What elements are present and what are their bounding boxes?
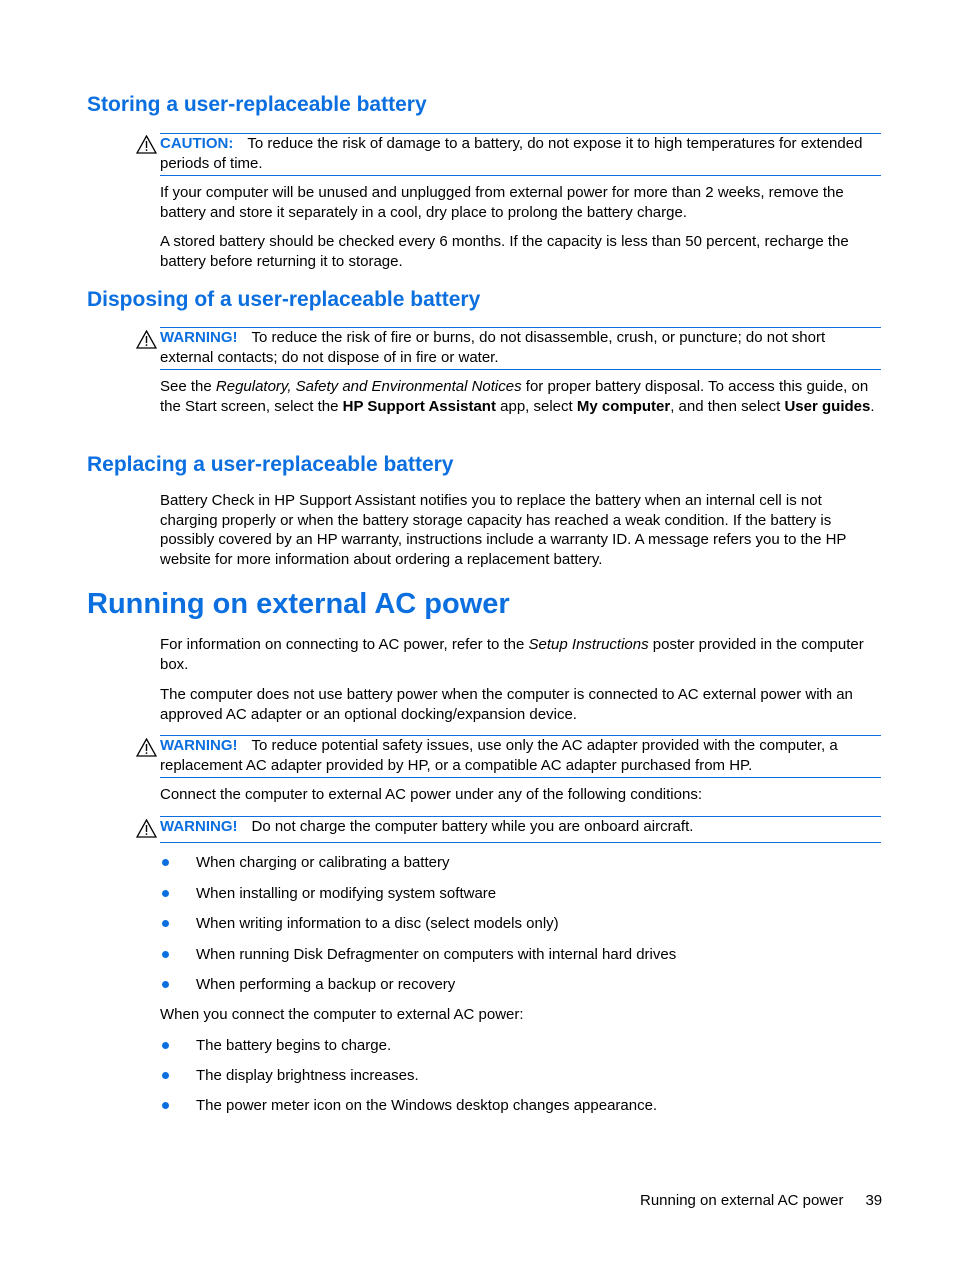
storing-paragraph-1: If your computer will be unused and unplugged from external power for more than 2 weeks, remove the battery and store it separately in a cool, dry place to prolong the battery charge.: [160, 184, 844, 221]
heading-disposing: Disposing of a user-replaceable battery: [87, 288, 481, 311]
warning-triangle-icon: [136, 330, 157, 349]
heading-storing: Storing a user-replaceable battery: [87, 93, 427, 116]
list-item: When performing a backup or recovery: [160, 975, 676, 994]
bullet-icon: [162, 1072, 169, 1079]
ac-paragraph-4: When you connect the computer to external AC power:: [160, 1006, 524, 1023]
warning-text: To reduce potential safety issues, use only the AC adapter provided with the computer, a replacement AC adapter provided by HP, or a compatible AC adapter purchased from HP.: [160, 737, 838, 774]
doc-title: Regulatory, Safety and Environmental Notices: [215, 378, 522, 395]
footer-section-title: Running on external AC power: [640, 1192, 844, 1209]
warning-triangle-icon: [136, 135, 157, 154]
warning-label: WARNING!: [160, 818, 238, 835]
bullet-icon: [162, 859, 169, 866]
list-item: The battery begins to charge.: [160, 1036, 657, 1055]
warning-label: WARNING!: [160, 329, 238, 346]
setup-doc-title: Setup Instructions: [528, 636, 649, 653]
effects-list: [160, 1036, 657, 1115]
ac-paragraph-2: The computer does not use battery power when the computer is connected to AC external power with an approved AC adapter or an optional docking/expansion device.: [160, 686, 853, 723]
warning-text: Do not charge the computer battery while you are onboard aircraft.: [251, 818, 694, 835]
disposing-paragraph: See the Regulatory, Safety and Environmental Notices for proper battery disposal. To access this guide, on the Start screen, select the HP Support Assistant app, select My computer, and then select User guides.: [160, 378, 875, 415]
bullet-icon: [162, 951, 169, 958]
replacing-paragraph: Battery Check in HP Support Assistant notifies you to replace the battery when an internal cell is not charging properly or when the battery storage capacity has reached a weak condition. If the battery is possibly covered by an HP warranty, instructions include a warranty ID. A message refers you to the HP website for more information about ordering a replacement battery.: [160, 492, 847, 568]
bullet-icon: [162, 890, 169, 897]
bullet-icon: [162, 1042, 169, 1049]
warning-label: WARNING!: [160, 737, 238, 754]
storing-paragraph-2: A stored battery should be checked every 6 months. If the capacity is less than 50 percent, recharge the battery before returning it to storage.: [160, 233, 849, 270]
app-name: HP Support Assistant: [342, 397, 496, 415]
warning-text: To reduce the risk of fire or burns, do not disassemble, crush, or puncture; do not short external contacts; do not dispose of in fire or water.: [160, 329, 826, 366]
page-footer: [640, 1192, 882, 1209]
warning-notice-adapter: [160, 735, 881, 778]
list-item: The display brightness increases.: [160, 1066, 657, 1085]
page-number: 39: [865, 1192, 883, 1209]
caution-text: To reduce the risk of damage to a battery, do not expose it to high temperatures for extended periods of time.: [160, 135, 863, 172]
bullet-icon: [162, 981, 169, 988]
list-item: When charging or calibrating a battery: [160, 853, 676, 872]
heading-ac-power: Running on external AC power: [87, 588, 510, 620]
warning-triangle-icon: [136, 819, 157, 838]
user-guides: User guides: [784, 397, 871, 415]
list-item: When installing or modifying system software: [160, 884, 676, 903]
bullet-icon: [162, 1102, 169, 1109]
warning-triangle-icon: [136, 738, 157, 757]
bullet-icon: [162, 920, 169, 927]
ac-paragraph-1: For information on connecting to AC power, refer to the Setup Instructions poster provided in the computer box.: [160, 636, 864, 673]
ac-paragraph-3: Connect the computer to external AC power under any of the following conditions:: [160, 786, 702, 803]
list-item: When writing information to a disc (select models only): [160, 914, 676, 933]
list-item: The power meter icon on the Windows desktop changes appearance.: [160, 1096, 657, 1115]
caution-label: CAUTION:: [160, 135, 234, 152]
conditions-list: [160, 853, 676, 994]
list-item: When running Disk Defragmenter on computers with internal hard drives: [160, 945, 676, 964]
heading-replacing: Replacing a user-replaceable battery: [87, 453, 454, 476]
warning-notice-aircraft: [160, 816, 881, 843]
my-computer: My computer: [576, 397, 671, 415]
caution-notice: [160, 133, 881, 176]
warning-notice-disposal: [160, 327, 881, 370]
